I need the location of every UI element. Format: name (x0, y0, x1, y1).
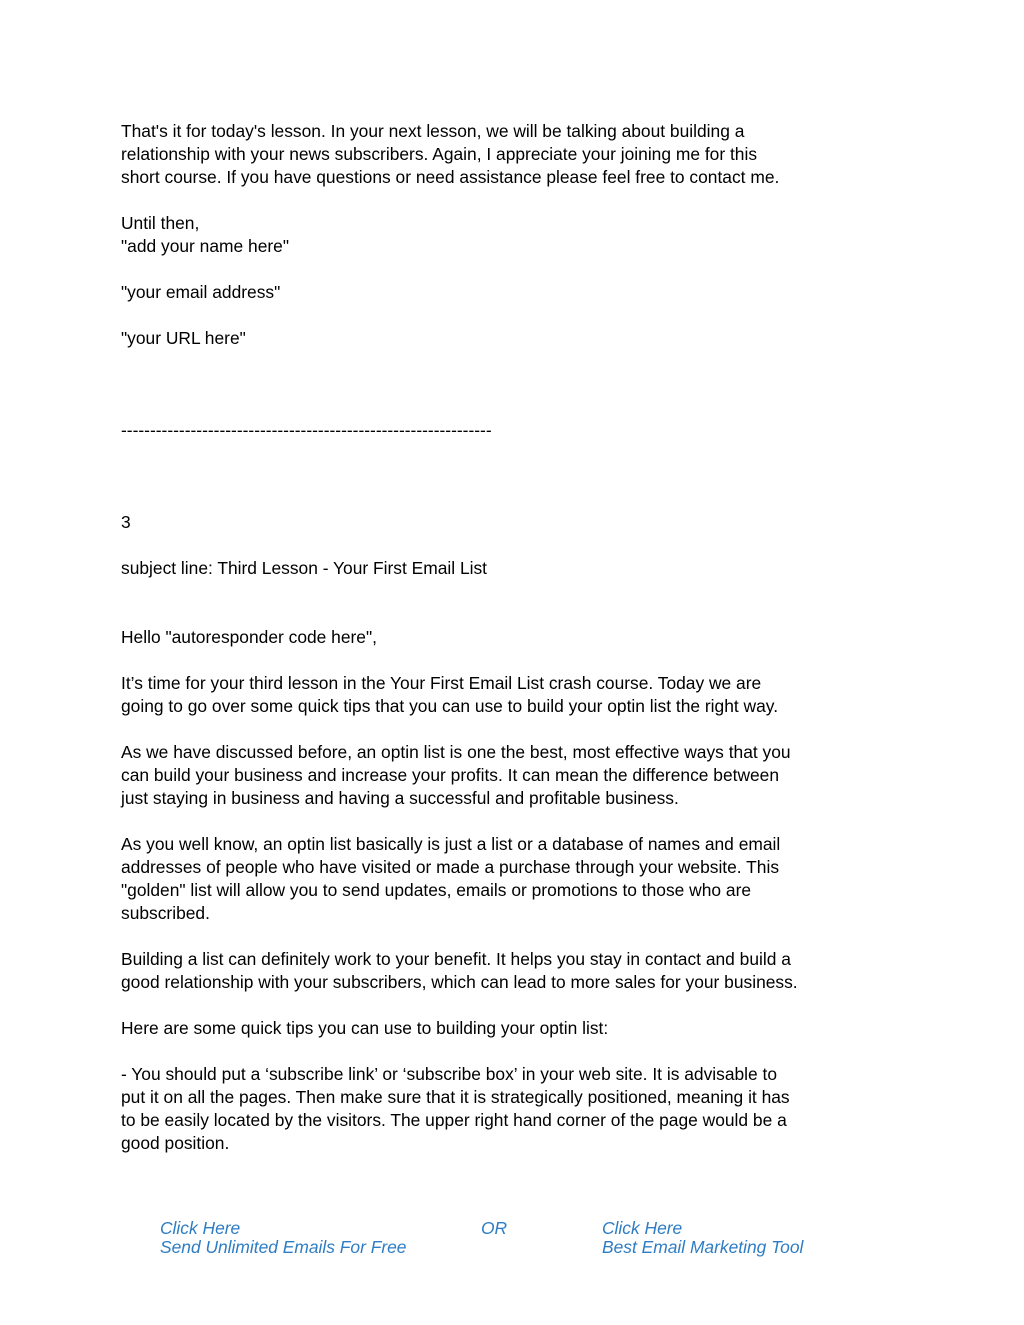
text-line: good relationship with your subscribers, which can lead to more sales for your business. (121, 972, 798, 992)
url-placeholder: "your URL here" (121, 328, 246, 348)
text-line: can build your business and increase your profits. It can mean the difference between (121, 765, 780, 785)
text-line: good position. (121, 1133, 230, 1153)
marketing-tool-link-group (602, 1219, 803, 1257)
greeting: Hello "autoresponder code here", (121, 627, 377, 647)
text-line: relationship with your news subscribers. Again, I appreciate your joining me for this (121, 144, 758, 164)
text-line: - You should put a ‘subscribe link’ or ‘subscribe box’ in your web site. It is advisable to (121, 1064, 778, 1084)
sign-off: Until then, (121, 213, 200, 233)
text-line: As we have discussed before, an optin list is one the best, most effective ways that you (121, 742, 791, 762)
optin-benefit-paragraph (121, 741, 921, 810)
closing-paragraph (121, 120, 921, 189)
text-line: It’s time for your third lesson in the Your First Email List crash course. Today we are (121, 673, 762, 693)
text-line: As you well know, an optin list basically is just a list or a database of names and email (121, 834, 781, 854)
subject-line: subject line: Third Lesson - Your First Email List (121, 558, 488, 578)
divider: ---------------------------------------------------------------- (121, 420, 492, 440)
free-emails-click-here-link[interactable]: Click Here (160, 1218, 241, 1238)
text-line: That's it for today's lesson. In your next lesson, we will be talking about building a (121, 121, 745, 141)
intro-paragraph (121, 672, 921, 718)
lesson-number: 3 (121, 512, 131, 532)
text-line: just staying in business and having a successful and profitable business. (121, 788, 679, 808)
name-placeholder: "add your name here" (121, 236, 289, 256)
text-line: addresses of people who have visited or made a purchase through your website. This (121, 857, 780, 877)
text-line: Building a list can definitely work to your benefit. It helps you stay in contact and build a (121, 949, 791, 969)
free-emails-link-group (160, 1219, 406, 1257)
text-line: put it on all the pages. Then make sure that it is strategically positioned, meaning it has (121, 1087, 790, 1107)
text-line: to be easily located by the visitors. The upper right hand corner of the page would be a (121, 1110, 787, 1130)
text-line: going to go over some quick tips that you can use to build your optin list the right way. (121, 696, 779, 716)
text-line: subscribed. (121, 903, 210, 923)
marketing-tool-click-here-link[interactable]: Click Here (602, 1218, 683, 1238)
tip-paragraph (121, 1063, 921, 1155)
or-separator: OR (481, 1218, 508, 1238)
document-body (121, 120, 921, 1155)
tips-intro: Here are some quick tips you can use to building your optin list: (121, 1018, 609, 1038)
free-emails-description-link[interactable]: Send Unlimited Emails For Free (160, 1237, 407, 1257)
footer-links (0, 1219, 1024, 1269)
marketing-tool-description-link[interactable]: Best Email Marketing Tool (602, 1237, 804, 1257)
optin-definition-paragraph (121, 833, 921, 925)
text-line: "golden" list will allow you to send updates, emails or promotions to those who are (121, 880, 752, 900)
email-placeholder: "your email address" (121, 282, 281, 302)
text-line: short course. If you have questions or need assistance please feel free to contact me. (121, 167, 780, 187)
list-benefit-paragraph (121, 948, 921, 994)
